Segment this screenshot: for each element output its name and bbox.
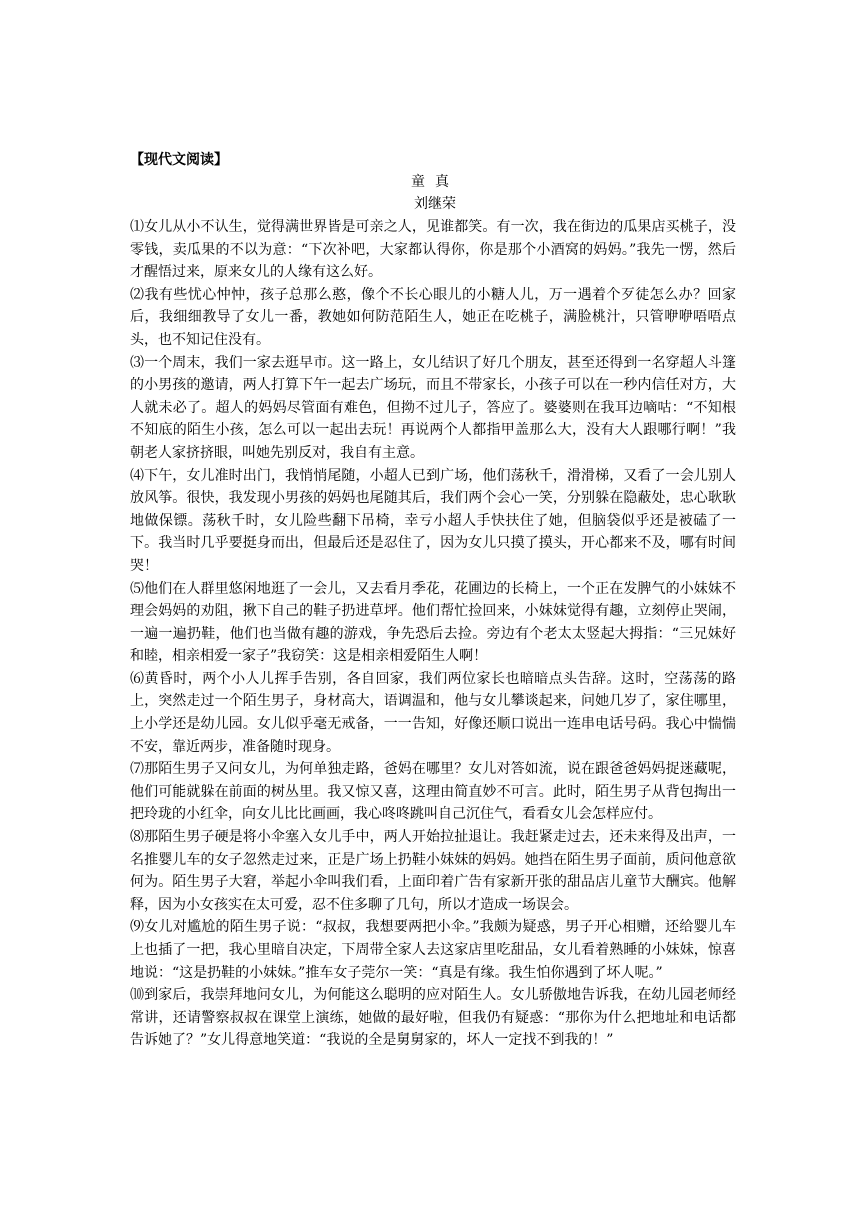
paragraph-8: ⑻那陌生男子硬是将小伞塞入女儿手中，两人开始拉扯退让。我赶紧走过去，还未来得及出声，一名推婴儿车的女子忽然走过来，正是广场上扔鞋小妹妹的妈妈。她挡在陌生男子面前，质问他意欲何为。陌生男子大窘，举起小伞叫我们看，上面印着广告有家新开张的甜品店儿童节大酬宾。他解释，因为小女孩实在太可爱，忍不住多聊了几句，所以才造成一场误会。 (130, 829, 736, 913)
paragraph-1: ⑴女儿从小不认生，觉得满世界皆是可亲之人，见谁都笑。有一次，我在街边的瓜果店买桃子，没零钱，卖瓜果的不以为意：“下次补吧，大家都认得你，你是那个小酒窝的妈妈。”我先一愣，然后才醒悟过来，原来女儿的人缘有这么好。 (130, 219, 736, 281)
paragraph-3: ⑶一个周末，我们一家去逛早市。这一路上，女儿结识了好几个朋友，甚至还得到一名穿超人斗篷的小男孩的邀请，两人打算下午一起去广场玩，而且不带家长，小孩子可以在一秒内信任对方，大人就未必了。超人的妈妈尽管面有难色，但拗不过儿子，答应了。婆婆则在我耳边嘀咕：“不知根不知底的陌生小孩，怎么可以一起出去玩！再说两个人都指甲盖那么大，没有大人跟哪行啊！”我朝老人家挤挤眼，叫她先别反对，我自有主意。 (130, 354, 736, 461)
article-author: 刘继荣 (414, 196, 456, 212)
paragraph-6: ⑹黄昏时，两个小人儿挥手告别，各自回家，我们两位家长也暗暗点头告辞。这时，空荡荡的路上，突然走过一个陌生男子，身材高大，语调温和，他与女儿攀谈起来，问她几岁了，家住哪里，上小学还是幼儿园。女儿似乎毫无戒备，一一告知，好像还顺口说出一连串电话号码。我心中惴惴不安，靠近两步，准备随时现身。 (130, 670, 736, 755)
paragraph-10: ⑽到家后，我崇拜地问女儿，为何能这么聪明的应对陌生人。女儿骄傲地告诉我，在幼儿园老师经常讲，还请警察叔叔在课堂上演练，她做的最好啦，但我仍有疑惑：“那你为什么把地址和电话都告诉她了？”女儿得意地笑道：“我说的全是舅舅家的，坏人一定找不到我的！” (130, 987, 736, 1049)
article-body (130, 216, 736, 1052)
paragraph-4: ⑷下午，女儿准时出门，我悄悄尾随，小超人已到广场，他们荡秋千，滑滑梯，又看了一会儿别人放风筝。很快，我发现小男孩的妈妈也尾随其后，我们两个会心一笑，分别躲在隐蔽处，忠心耿耿地做保镖。荡秋千时，女儿险些翻下吊椅，幸亏小超人手快扶住了她，但脑袋似乎还是被磕了一下。我当时几乎要挺身而出，但最后还是忍住了，因为女儿只摸了摸头，开心都来不及，哪有时间哭！ (130, 467, 736, 574)
paragraph-7: ⑺那陌生男子又问女儿，为何单独走路，爸妈在哪里？女儿对答如流，说在跟爸爸妈妈捉迷藏呢，他们可能就躲在前面的树丛里。我又惊又喜，这理由简直妙不可言。此时，陌生男子从背包掏出一把玲珑的小红伞，向女儿比比画画，我心咚咚跳叫自己沉住气，看看女儿会怎样应付。 (130, 761, 736, 823)
paragraph-9: ⑼女儿对尴尬的陌生男子说：“叔叔，我想要两把小伞。”我颇为疑惑，男子开心相赠，还给婴儿车上也插了一把，我心里暗自决定，下周带全家人去这家店里吃甜品，女儿看着熟睡的小妹妹，惊喜地说：“这是扔鞋的小妹妹。”推车女子莞尔一笑：“真是有缘。我生怕你遇到了坏人呢。” (130, 919, 736, 981)
paragraph-5: ⑸他们在人群里悠闲地逛了一会儿，又去看月季花，花圃边的长椅上，一个正在发脾气的小妹妹不理会妈妈的劝阻，揪下自己的鞋子扔进草坪。他们帮忙捡回来，小妹妹觉得有趣，立刻停止哭闹，一遍一遍扔鞋，他们也当做有趣的游戏，争先恐后去捡。旁边有个老太太竖起大拇指：“三兄妹好和睦，相亲相爱一家子”我窃笑：这是相亲相爱陌生人啊！ (130, 580, 736, 665)
paragraph-2: ⑵我有些忧心忡忡，孩子总那么憨，像个不长心眼儿的小糖人儿，万一遇着个歹徒怎么办？回家后，我细细教导了女儿一番，教她如何防范陌生人，她正在吃桃子，满脸桃汁，只管咿咿唔唔点头，也不知记住没有。 (130, 286, 736, 348)
article-title: 童真 (411, 174, 459, 190)
section-heading: 【现代文阅读】 (130, 152, 228, 168)
